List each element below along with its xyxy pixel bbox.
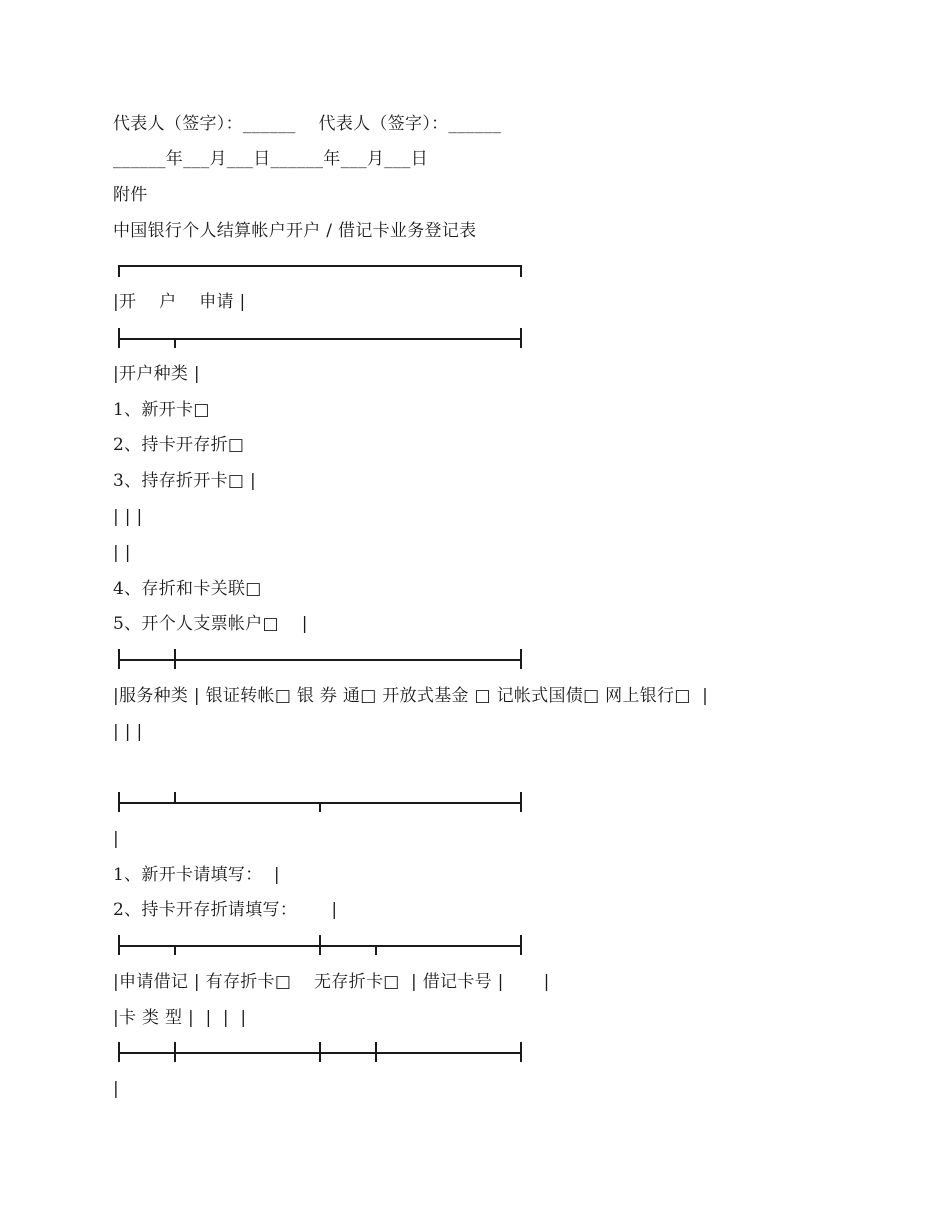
fill-new-card: 1、新开卡请填写： |: [113, 865, 280, 885]
debit-application-row: |申请借记 | 有存折卡□ 无存折卡□ | 借记卡号 | |: [113, 972, 550, 992]
open-item-link: 4、存折和卡关联□: [113, 579, 262, 599]
section-open-account: |开 户 申请 |: [113, 292, 246, 312]
open-item-cheque: 5、开个人支票帐户□ |: [113, 614, 308, 634]
open-item-passbook-card: 3、持存折开卡□ |: [113, 471, 257, 491]
signature-line-representatives: 代表人（签字）：______ 代表人（签字）：______: [113, 114, 502, 134]
fill-card-passbook: 2、持卡开存折请填写： |: [113, 900, 338, 920]
bar-only-line-1: |: [113, 829, 120, 849]
open-item-bars-1: | | |: [113, 507, 143, 527]
bar-only-line-2: |: [113, 1079, 120, 1099]
service-type-row: |服务种类 | 银证转帐□ 银 券 通□ 开放式基金 □ 记帐式国债□ 网上银行□ |: [113, 686, 709, 706]
service-type-row-bars: | | |: [113, 722, 143, 742]
form-title: 中国银行个人结算帐户开户 / 借记卡业务登记表: [113, 221, 477, 241]
card-type-row: |卡 类 型 | | | |: [113, 1008, 247, 1028]
open-item-card-passbook: 2、持卡开存折□: [113, 435, 245, 455]
open-item-bars-2: | |: [113, 543, 131, 563]
attachment-label: 附件: [113, 185, 148, 205]
open-type-label: |开户种类 |: [113, 364, 200, 384]
open-item-new-card: 1、新开卡□: [113, 400, 210, 420]
signature-line-dates: ______年___月___日______年___月___日: [113, 149, 428, 169]
